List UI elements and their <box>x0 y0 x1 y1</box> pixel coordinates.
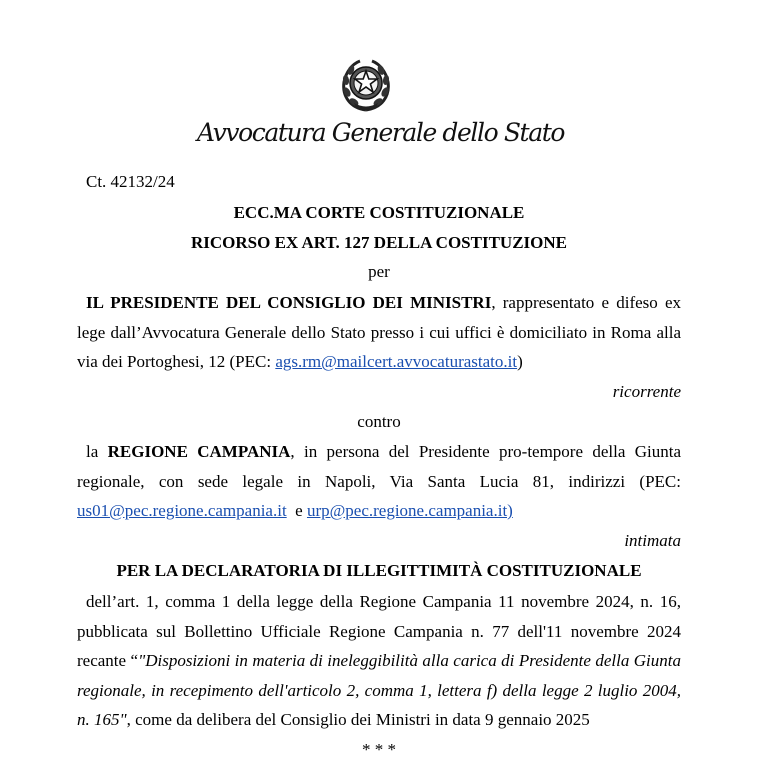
applicant-pec-link[interactable]: ags.rm@mailcert.avvocaturastato.it <box>275 352 518 371</box>
section-separator: * * * <box>362 740 396 759</box>
law-title-part-3: n. 165" <box>77 710 127 729</box>
declaration-title: PER LA DECLARATORIA DI ILLEGITTIMITÀ COSTITUZIONALE <box>116 561 642 580</box>
applicant-role: ricorrente <box>612 382 681 401</box>
respondent-line-1-text: , in persona del Presidente pro-tempore della Giunta <box>290 442 681 461</box>
court-title: ECC.MA CORTE COSTITUZIONALE <box>233 203 525 222</box>
respondent-name: REGIONE CAMPANIA <box>107 442 291 461</box>
per-label: per <box>368 262 390 281</box>
closing-paren: ) <box>517 352 523 371</box>
body-line-2: pubblicata sul Bollettino Ufficiale Regione Campania n. 77 dell'11 novembre 2024 <box>77 622 681 641</box>
italian-republic-emblem-icon <box>340 58 392 112</box>
law-title-part-1: "Disposizioni in materia di ineleggibilità alla carica di Presidente della Giunta <box>138 651 681 670</box>
body-line-1: dell’art. 1, comma 1 della legge della Regione Campania 11 novembre 2024, n. 16, <box>86 592 681 611</box>
respondent-prefix: la <box>86 442 108 461</box>
and-conjunction: e <box>286 501 307 520</box>
respondent-line-2: regionale, con sede legale in Napoli, Via Santa Lucia 81, indirizzi (PEC: <box>77 472 681 491</box>
respondent-pec-link-1[interactable]: us01@pec.regione.campania.it <box>77 501 287 520</box>
applicant-line-1 <box>86 293 681 313</box>
applicant-line-2: lege dall’Avvocatura Generale dello Stato presso i cui uffici è domiciliato in Roma alla <box>77 323 681 342</box>
case-reference: Ct. 42132/24 <box>86 172 175 191</box>
applicant-line-1-text: , rappresentato e difeso ex <box>491 293 681 312</box>
body-line-5 <box>77 710 681 730</box>
appeal-title: RICORSO EX ART. 127 DELLA COSTITUZIONE <box>190 233 567 252</box>
body-line-3-prefix: recante “ <box>77 651 139 670</box>
body-line-3 <box>77 651 681 671</box>
respondent-role: intimata <box>624 531 681 550</box>
contro-label: contro <box>357 412 401 431</box>
applicant-name: IL PRESIDENTE DEL CONSIGLIO DEI MINISTRI <box>86 293 492 312</box>
applicant-line-3 <box>77 352 681 372</box>
body-line-5-text: , come da delibera del Consiglio dei Ministri in data 9 gennaio 2025 <box>126 710 590 729</box>
respondent-line-1 <box>86 442 681 462</box>
body-line-4: regionale, in recepimento dell'articolo 2, comma 1, lettera f) della legge 2 luglio 2004, <box>77 681 681 700</box>
applicant-address: via dei Portoghesi, 12 (PEC: <box>77 352 276 371</box>
institution-signature: Avvocatura Generale dello Stato <box>196 118 564 147</box>
respondent-line-3 <box>77 501 681 521</box>
respondent-pec-link-2[interactable]: urp@pec.regione.campania.it) <box>306 501 513 520</box>
